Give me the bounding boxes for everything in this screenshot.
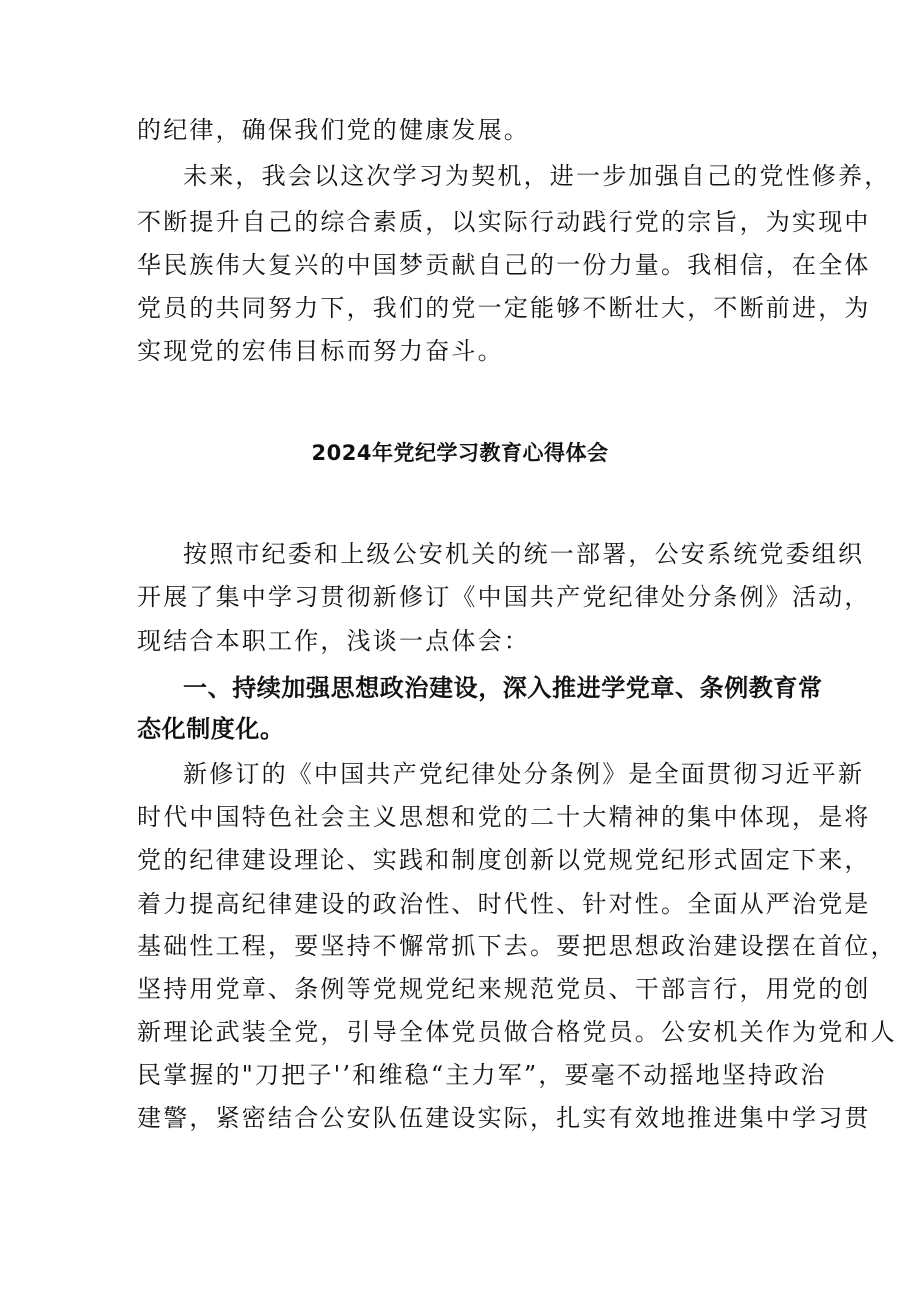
- section-heading: 一、持续加强思想政治建设，深入推进学党章、条例教育常: [183, 674, 823, 702]
- paragraph-line: 按照市纪委和上级公安机关的统一部署，公安系统党委组织: [183, 540, 865, 568]
- paragraph-line: 的纪律，确保我们党的健康发展。: [137, 116, 530, 144]
- paragraph-line: 不断提升自己的综合素质，以实际行动践行党的宗旨，为实现中: [137, 208, 871, 236]
- paragraph-line: 新修订的《中国共产党纪律处分条例》是全面贯彻习近平新: [183, 760, 865, 788]
- paragraph-line: 现结合本职工作，浅谈一点体会：: [137, 627, 530, 655]
- paragraph-line: 时代中国特色社会主义思想和党的二十大精神的集中体现，是将: [137, 803, 871, 831]
- paragraph-line: 新理论武装全党，引导全体党员做合格党员。公安机关作为党和人: [137, 1018, 897, 1046]
- paragraph-line: 党的纪律建设理论、实践和制度创新以党规党纪形式固定下来，: [137, 846, 871, 874]
- paragraph-line: 党员的共同努力下，我们的党一定能够不断壮大，不断前进，为: [137, 294, 871, 322]
- section-heading: 态化制度化。: [137, 715, 285, 743]
- paragraph-line: 建警，紧密结合公安队伍建设实际，扎实有效地推进集中学习贯: [137, 1104, 871, 1132]
- paragraph-line: 华民族伟大复兴的中国梦贡献自己的一份力量。我相信，在全体: [137, 251, 871, 279]
- paragraph-line: 未来，我会以这次学习为契机，进一步加强自己的党性修养，: [183, 162, 891, 190]
- paragraph-line: 实现党的宏伟目标而努力奋斗。: [137, 337, 504, 365]
- paragraph-line: 坚持用党章、条例等党规党纪来规范党员、干部言行，用党的创: [137, 975, 871, 1003]
- paragraph-line: 基础性工程，要坚持不懈常抓下去。要把思想政治建设摆在首位，: [137, 932, 897, 960]
- paragraph-line: 着力提高纪律建设的政治性、时代性、针对性。全面从严治党是: [137, 890, 871, 918]
- paragraph-line: 开展了集中学习贯彻新修订《中国共产党纪律处分条例》活动，: [137, 583, 871, 611]
- paragraph-line: 民掌握的"刀把子'’和维稳“主力军”，要毫不动摇地坚持政治: [137, 1061, 827, 1089]
- document-title: 2024年党纪学习教育心得体会: [311, 441, 609, 465]
